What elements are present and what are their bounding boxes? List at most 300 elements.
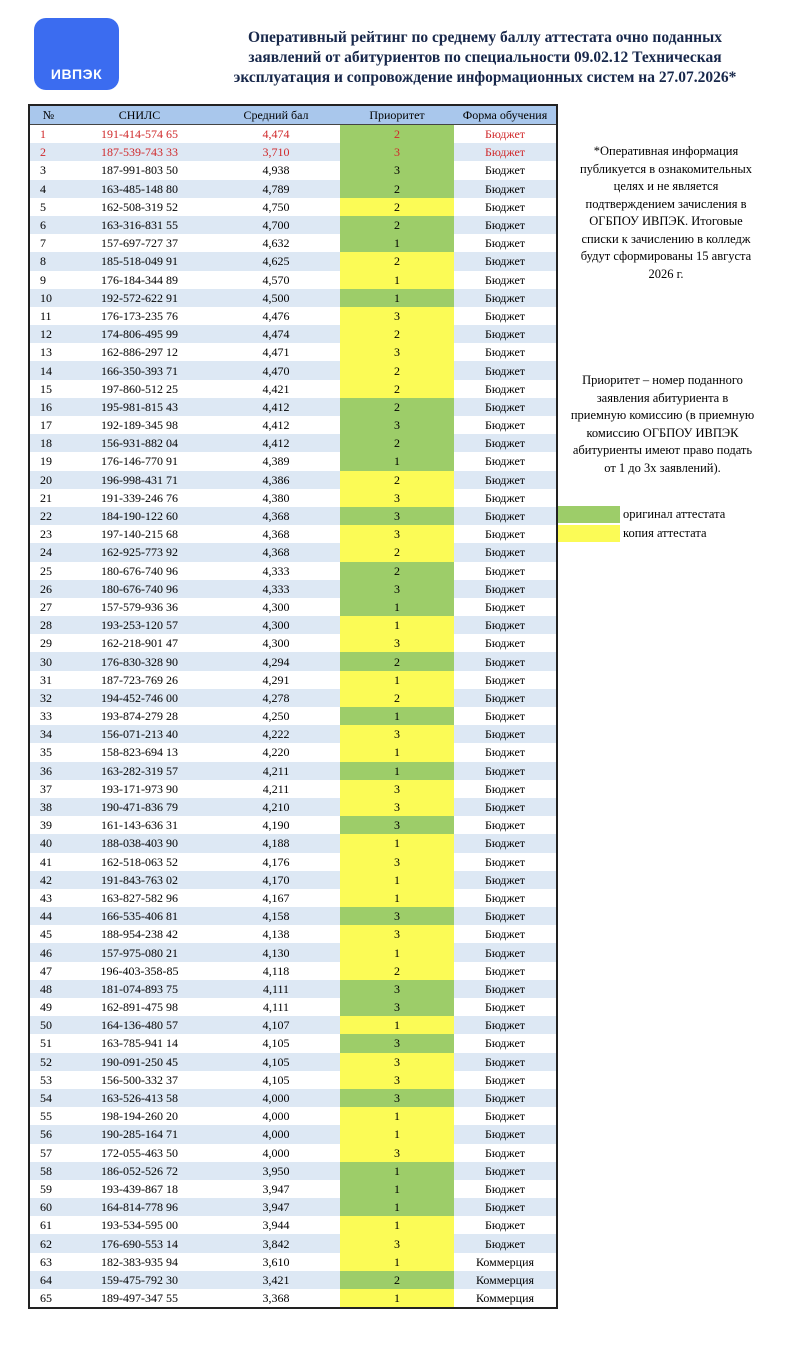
table-row <box>29 398 557 416</box>
cell-number: 10 <box>29 289 67 307</box>
table-row <box>29 234 557 252</box>
cell-priority: 3 <box>340 1071 454 1089</box>
cell-form: Бюджет <box>454 234 557 252</box>
cell-snils: 186-052-526 72 <box>67 1162 212 1180</box>
cell-snils: 198-194-260 20 <box>67 1107 212 1125</box>
cell-priority: 3 <box>340 980 454 998</box>
cell-number: 57 <box>29 1144 67 1162</box>
cell-score: 4,107 <box>212 1016 340 1034</box>
cell-number: 20 <box>29 471 67 489</box>
cell-form: Бюджет <box>454 198 557 216</box>
cell-score: 4,111 <box>212 998 340 1016</box>
cell-form: Бюджет <box>454 580 557 598</box>
cell-form: Бюджет <box>454 780 557 798</box>
note-line: *Оперативная информация <box>593 144 739 158</box>
cell-form: Бюджет <box>454 598 557 616</box>
cell-number: 41 <box>29 853 67 871</box>
table-row <box>29 1125 557 1143</box>
note-line: будут сформированы 15 августа <box>580 249 752 263</box>
cell-snils: 162-925-773 92 <box>67 543 212 561</box>
note-line: ОГБПОУ ИВПЭК. Итоговые <box>589 214 743 228</box>
cell-priority: 1 <box>340 1289 454 1308</box>
table-row <box>29 198 557 216</box>
cell-number: 37 <box>29 780 67 798</box>
cell-priority: 2 <box>340 652 454 670</box>
cell-number: 43 <box>29 889 67 907</box>
cell-form: Бюджет <box>454 489 557 507</box>
cell-priority: 1 <box>340 743 454 761</box>
cell-score: 4,167 <box>212 889 340 907</box>
note-line: подтверждением зачисления в <box>585 196 747 211</box>
cell-snils: 193-439-867 18 <box>67 1180 212 1198</box>
cell-priority: 3 <box>340 925 454 943</box>
cell-number: 64 <box>29 1271 67 1289</box>
cell-number: 4 <box>29 180 67 198</box>
table-row <box>29 962 557 980</box>
note-line: от 1 до 3х заявлений). <box>604 460 721 475</box>
cell-number: 62 <box>29 1234 67 1252</box>
cell-priority: 2 <box>340 361 454 379</box>
cell-priority: 2 <box>340 125 454 144</box>
cell-score: 4,170 <box>212 871 340 889</box>
cell-score: 4,000 <box>212 1107 340 1125</box>
cell-priority: 3 <box>340 907 454 925</box>
cell-form: Бюджет <box>454 616 557 634</box>
cell-form: Бюджет <box>454 1034 557 1052</box>
cell-number: 38 <box>29 798 67 816</box>
cell-number: 13 <box>29 343 67 361</box>
table-body <box>29 125 557 1309</box>
table-row <box>29 1180 557 1198</box>
table-row <box>29 907 557 925</box>
cell-snils: 164-814-778 96 <box>67 1198 212 1216</box>
cell-priority: 3 <box>340 798 454 816</box>
table-row <box>29 816 557 834</box>
cell-form: Бюджет <box>454 525 557 543</box>
table-row <box>29 1271 557 1289</box>
cell-number: 39 <box>29 816 67 834</box>
note-line: 2026 г. <box>648 266 684 281</box>
cell-number: 1 <box>29 125 67 144</box>
cell-snils: 191-339-246 76 <box>67 489 212 507</box>
cell-form: Бюджет <box>454 562 557 580</box>
cell-snils: 174-806-495 99 <box>67 325 212 343</box>
table-row <box>29 1071 557 1089</box>
cell-number: 49 <box>29 998 67 1016</box>
cell-number: 44 <box>29 907 67 925</box>
cell-number: 19 <box>29 452 67 470</box>
cell-snils: 163-282-319 57 <box>67 762 212 780</box>
cell-number: 9 <box>29 271 67 289</box>
table-header-row <box>29 105 557 125</box>
cell-priority: 1 <box>340 889 454 907</box>
cell-priority: 3 <box>340 307 454 325</box>
cell-form: Бюджет <box>454 343 557 361</box>
cell-priority: 3 <box>340 507 454 525</box>
note-line: списки к зачислению в колледж <box>581 231 751 246</box>
cell-number: 14 <box>29 361 67 379</box>
cell-number: 45 <box>29 925 67 943</box>
cell-priority: 2 <box>340 562 454 580</box>
cell-number: 11 <box>29 307 67 325</box>
cell-form: Бюджет <box>454 361 557 379</box>
table-row <box>29 452 557 470</box>
cell-priority: 3 <box>340 143 454 161</box>
cell-snils: 196-998-431 71 <box>67 471 212 489</box>
cell-number: 3 <box>29 161 67 179</box>
cell-score: 4,176 <box>212 853 340 871</box>
cell-number: 12 <box>29 325 67 343</box>
cell-number: 51 <box>29 1034 67 1052</box>
cell-score: 4,250 <box>212 707 340 725</box>
cell-number: 42 <box>29 871 67 889</box>
cell-score: 4,158 <box>212 907 340 925</box>
cell-snils: 190-471-836 79 <box>67 798 212 816</box>
cell-priority: 1 <box>340 707 454 725</box>
table-row <box>29 1016 557 1034</box>
cell-score: 4,368 <box>212 525 340 543</box>
cell-priority: 1 <box>340 1162 454 1180</box>
cell-snils: 197-140-215 68 <box>67 525 212 543</box>
cell-snils: 195-981-815 43 <box>67 398 212 416</box>
cell-snils: 184-190-122 60 <box>67 507 212 525</box>
cell-form: Бюджет <box>454 962 557 980</box>
cell-form: Бюджет <box>454 1144 557 1162</box>
cell-snils: 196-403-358-85 <box>67 962 212 980</box>
cell-number: 32 <box>29 689 67 707</box>
cell-form: Бюджет <box>454 980 557 998</box>
cell-score: 4,118 <box>212 962 340 980</box>
cell-number: 21 <box>29 489 67 507</box>
cell-form: Бюджет <box>454 1125 557 1143</box>
table-row <box>29 525 557 543</box>
cell-priority: 1 <box>340 616 454 634</box>
cell-form: Бюджет <box>454 762 557 780</box>
table-row <box>29 180 557 198</box>
cell-score: 4,750 <box>212 198 340 216</box>
cell-snils: 157-697-727 37 <box>67 234 212 252</box>
cell-score: 4,138 <box>212 925 340 943</box>
cell-score: 3,947 <box>212 1180 340 1198</box>
header-number: № <box>29 105 67 125</box>
cell-snils: 162-891-475 98 <box>67 998 212 1016</box>
cell-snils: 176-184-344 89 <box>67 271 212 289</box>
cell-priority: 3 <box>340 416 454 434</box>
cell-form: Бюджет <box>454 943 557 961</box>
cell-priority: 3 <box>340 580 454 598</box>
cell-form: Бюджет <box>454 507 557 525</box>
table-row <box>29 1234 557 1252</box>
cell-score: 4,368 <box>212 507 340 525</box>
cell-score: 4,278 <box>212 689 340 707</box>
cell-snils: 187-991-803 50 <box>67 161 212 179</box>
table-row <box>29 361 557 379</box>
cell-score: 4,300 <box>212 598 340 616</box>
cell-form: Бюджет <box>454 1071 557 1089</box>
cell-priority: 1 <box>340 762 454 780</box>
table-row <box>29 1144 557 1162</box>
cell-number: 61 <box>29 1216 67 1234</box>
cell-snils: 161-143-636 31 <box>67 816 212 834</box>
table-row <box>29 161 557 179</box>
cell-number: 54 <box>29 1089 67 1107</box>
cell-priority: 3 <box>340 725 454 743</box>
table-row <box>29 980 557 998</box>
cell-snils: 158-823-694 13 <box>67 743 212 761</box>
cell-priority: 1 <box>340 834 454 852</box>
cell-form: Бюджет <box>454 671 557 689</box>
cell-priority: 2 <box>340 216 454 234</box>
cell-number: 56 <box>29 1125 67 1143</box>
table-row <box>29 1034 557 1052</box>
cell-score: 4,789 <box>212 180 340 198</box>
cell-snils: 180-676-740 96 <box>67 562 212 580</box>
cell-priority: 3 <box>340 780 454 798</box>
cell-priority: 1 <box>340 1216 454 1234</box>
college-logo <box>34 18 119 90</box>
cell-score: 3,842 <box>212 1234 340 1252</box>
cell-snils: 182-383-935 94 <box>67 1253 212 1271</box>
table-row <box>29 1162 557 1180</box>
cell-priority: 1 <box>340 871 454 889</box>
table-row <box>29 1107 557 1125</box>
table-row <box>29 780 557 798</box>
cell-score: 4,470 <box>212 361 340 379</box>
cell-snils: 180-676-740 96 <box>67 580 212 598</box>
cell-form: Бюджет <box>454 471 557 489</box>
cell-priority: 1 <box>340 1180 454 1198</box>
cell-form: Бюджет <box>454 161 557 179</box>
cell-snils: 157-579-936 36 <box>67 598 212 616</box>
cell-form: Бюджет <box>454 289 557 307</box>
table-row <box>29 343 557 361</box>
cell-form: Бюджет <box>454 1016 557 1034</box>
cell-number: 63 <box>29 1253 67 1271</box>
table-row <box>29 580 557 598</box>
table-row <box>29 271 557 289</box>
cell-form: Бюджет <box>454 325 557 343</box>
table-row <box>29 634 557 652</box>
cell-number: 25 <box>29 562 67 580</box>
cell-number: 8 <box>29 252 67 270</box>
cell-form: Бюджет <box>454 398 557 416</box>
cell-snils: 164-136-480 57 <box>67 1016 212 1034</box>
cell-priority: 1 <box>340 1016 454 1034</box>
cell-form: Бюджет <box>454 380 557 398</box>
cell-priority: 2 <box>340 325 454 343</box>
cell-form: Бюджет <box>454 180 557 198</box>
cell-form: Бюджет <box>454 725 557 743</box>
cell-score: 4,938 <box>212 161 340 179</box>
cell-snils: 176-830-328 90 <box>67 652 212 670</box>
table-row <box>29 471 557 489</box>
cell-form: Бюджет <box>454 707 557 725</box>
cell-snils: 189-497-347 55 <box>67 1289 212 1308</box>
title-line-3: эксплуатация и сопровождение информационных систем на 27.07.2026* <box>233 69 737 86</box>
cell-priority: 2 <box>340 398 454 416</box>
table-row <box>29 216 557 234</box>
cell-snils: 187-723-769 26 <box>67 671 212 689</box>
cell-form: Бюджет <box>454 143 557 161</box>
table-row <box>29 489 557 507</box>
cell-number: 35 <box>29 743 67 761</box>
operative-note <box>566 143 766 283</box>
cell-snils: 188-954-238 42 <box>67 925 212 943</box>
legend-original-swatch <box>558 506 620 523</box>
cell-number: 34 <box>29 725 67 743</box>
header-form: Форма обучения <box>454 105 557 125</box>
cell-score: 4,000 <box>212 1144 340 1162</box>
cell-score: 4,471 <box>212 343 340 361</box>
cell-number: 53 <box>29 1071 67 1089</box>
note-line: абитуриенты имеют право подать <box>572 443 753 457</box>
table-row <box>29 943 557 961</box>
cell-number: 27 <box>29 598 67 616</box>
cell-form: Коммерция <box>454 1253 557 1271</box>
cell-score: 4,474 <box>212 125 340 144</box>
cell-score: 4,130 <box>212 943 340 961</box>
cell-priority: 1 <box>340 452 454 470</box>
cell-priority: 2 <box>340 1271 454 1289</box>
cell-number: 48 <box>29 980 67 998</box>
table-row <box>29 289 557 307</box>
cell-score: 4,412 <box>212 434 340 452</box>
cell-priority: 1 <box>340 234 454 252</box>
table-row <box>29 725 557 743</box>
cell-score: 4,111 <box>212 980 340 998</box>
cell-snils: 191-843-763 02 <box>67 871 212 889</box>
cell-form: Бюджет <box>454 834 557 852</box>
cell-priority: 1 <box>340 1198 454 1216</box>
cell-snils: 163-526-413 58 <box>67 1089 212 1107</box>
title-line-1: Оперативный рейтинг по среднему баллу аттестата очно поданных <box>248 29 722 46</box>
cell-number: 26 <box>29 580 67 598</box>
note-line: Приоритет – номер поданного <box>582 373 743 387</box>
table-row <box>29 743 557 761</box>
cell-snils: 163-316-831 55 <box>67 216 212 234</box>
cell-priority: 2 <box>340 198 454 216</box>
cell-score: 4,300 <box>212 634 340 652</box>
cell-priority: 3 <box>340 1053 454 1071</box>
note-line: заявления абитуриента в <box>596 390 729 405</box>
cell-form: Бюджет <box>454 871 557 889</box>
cell-snils: 163-485-148 80 <box>67 180 212 198</box>
table-row <box>29 689 557 707</box>
cell-score: 4,211 <box>212 780 340 798</box>
cell-score: 4,210 <box>212 798 340 816</box>
table-row <box>29 998 557 1016</box>
table-row <box>29 1089 557 1107</box>
cell-number: 33 <box>29 707 67 725</box>
table-row <box>29 1289 557 1308</box>
header-score: Средний бал <box>212 105 340 125</box>
cell-score: 3,368 <box>212 1289 340 1308</box>
table-row <box>29 616 557 634</box>
cell-snils: 188-038-403 90 <box>67 834 212 852</box>
table-row <box>29 834 557 852</box>
cell-form: Бюджет <box>454 816 557 834</box>
cell-priority: 3 <box>340 489 454 507</box>
cell-number: 23 <box>29 525 67 543</box>
cell-number: 55 <box>29 1107 67 1125</box>
table-row <box>29 125 557 144</box>
note-line: приемную комиссию (в приемную <box>570 408 755 422</box>
cell-score: 4,190 <box>212 816 340 834</box>
cell-snils: 193-171-973 90 <box>67 780 212 798</box>
table-row <box>29 1216 557 1234</box>
cell-priority: 3 <box>340 1034 454 1052</box>
cell-priority: 2 <box>340 180 454 198</box>
cell-number: 59 <box>29 1180 67 1198</box>
cell-number: 2 <box>29 143 67 161</box>
cell-score: 4,294 <box>212 652 340 670</box>
cell-snils: 162-218-901 47 <box>67 634 212 652</box>
table-row <box>29 434 557 452</box>
table-row <box>29 380 557 398</box>
cell-form: Коммерция <box>454 1271 557 1289</box>
cell-number: 52 <box>29 1053 67 1071</box>
cell-snils: 190-091-250 45 <box>67 1053 212 1071</box>
table-row <box>29 652 557 670</box>
cell-number: 29 <box>29 634 67 652</box>
cell-number: 60 <box>29 1198 67 1216</box>
logo-text: ИВПЭК <box>50 66 103 82</box>
cell-snils: 191-414-574 65 <box>67 125 212 144</box>
cell-priority: 3 <box>340 816 454 834</box>
cell-score: 4,105 <box>212 1034 340 1052</box>
cell-snils: 197-860-512 25 <box>67 380 212 398</box>
note-line: публикуется в ознакомительных <box>579 161 753 176</box>
rating-table <box>28 104 558 1309</box>
cell-priority: 3 <box>340 1144 454 1162</box>
cell-form: Бюджет <box>454 743 557 761</box>
table-row <box>29 798 557 816</box>
cell-form: Бюджет <box>454 252 557 270</box>
cell-priority: 2 <box>340 471 454 489</box>
cell-score: 4,386 <box>212 471 340 489</box>
cell-form: Бюджет <box>454 889 557 907</box>
table-row <box>29 416 557 434</box>
cell-form: Бюджет <box>454 798 557 816</box>
cell-score: 4,570 <box>212 271 340 289</box>
cell-score: 3,421 <box>212 1271 340 1289</box>
cell-score: 4,368 <box>212 543 340 561</box>
cell-priority: 3 <box>340 998 454 1016</box>
cell-snils: 192-189-345 98 <box>67 416 212 434</box>
cell-form: Бюджет <box>454 1053 557 1071</box>
cell-priority: 1 <box>340 271 454 289</box>
cell-score: 4,476 <box>212 307 340 325</box>
cell-score: 4,632 <box>212 234 340 252</box>
cell-form: Бюджет <box>454 1089 557 1107</box>
table-row <box>29 925 557 943</box>
cell-snils: 166-350-393 71 <box>67 361 212 379</box>
cell-form: Бюджет <box>454 652 557 670</box>
cell-score: 4,220 <box>212 743 340 761</box>
header-priority: Приоритет <box>340 105 454 125</box>
table-row <box>29 562 557 580</box>
cell-priority: 2 <box>340 689 454 707</box>
table-row <box>29 143 557 161</box>
cell-priority: 1 <box>340 671 454 689</box>
table-row <box>29 1053 557 1071</box>
cell-form: Бюджет <box>454 271 557 289</box>
cell-snils: 176-146-770 91 <box>67 452 212 470</box>
cell-score: 4,474 <box>212 325 340 343</box>
cell-number: 31 <box>29 671 67 689</box>
table-row <box>29 762 557 780</box>
page-title <box>200 28 770 88</box>
